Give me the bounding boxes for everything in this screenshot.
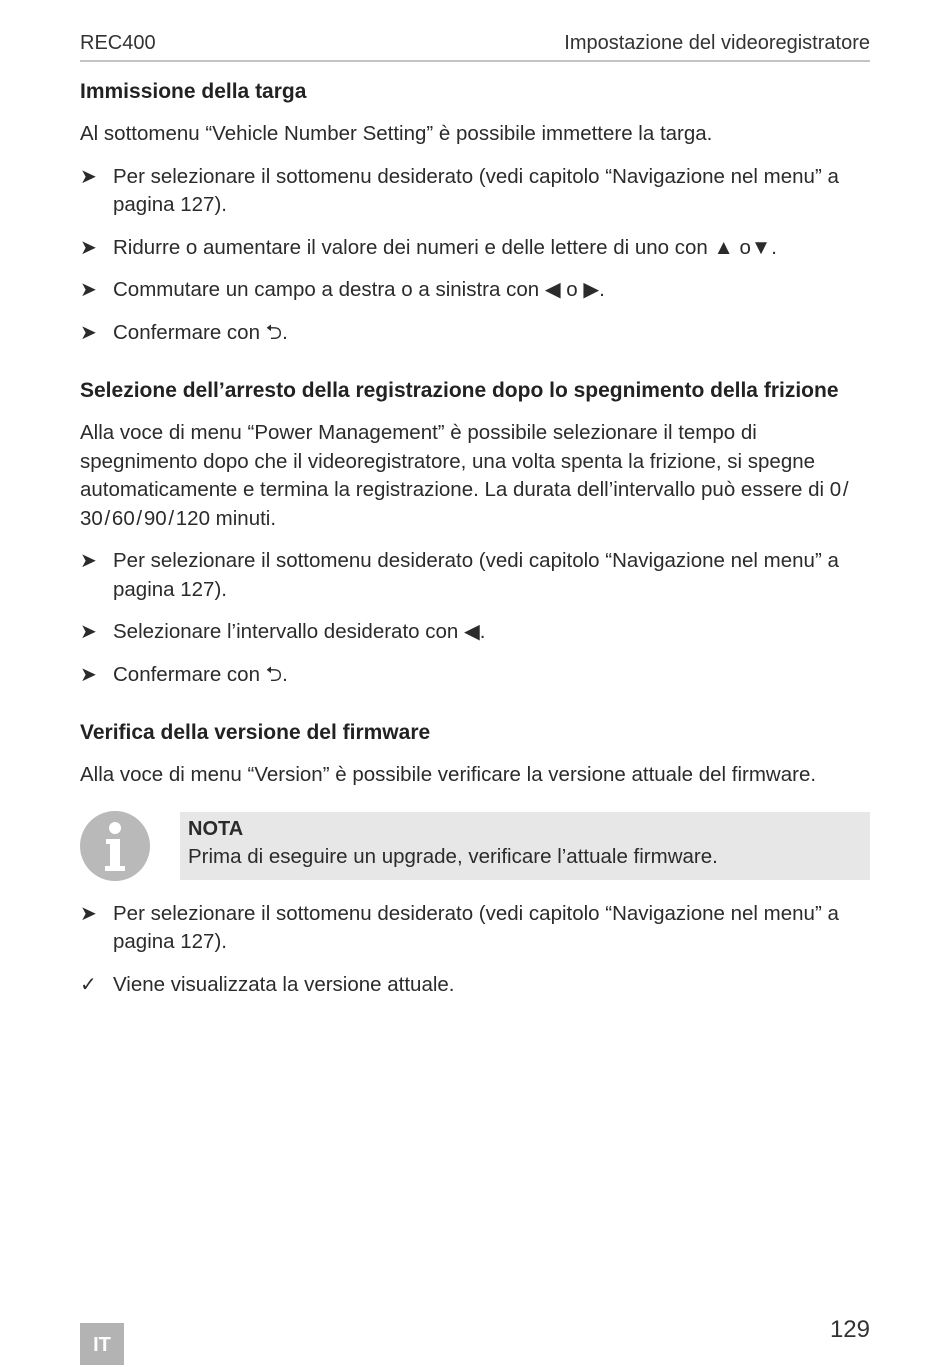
step-item: ➤ Per selezionare il sottomenu desiderato (vedi capitolo “Navigazione nel menu” a pagina 127). — [80, 549, 839, 601]
arrow-bullet-icon: ➤ — [80, 663, 97, 686]
section-title: Impostazione del videoregistratore — [564, 32, 870, 54]
language-tab: IT — [80, 1323, 124, 1365]
section-intro: Alla voce di menu “Version” è possibile verificare la versione attuale del firmware. — [80, 763, 817, 786]
step-item: ➤ Per selezionare il sottomenu desiderato (vedi capitolo “Navigazione nel menu” a pagina 127). — [80, 164, 839, 216]
arrow-bullet-icon: ➤ — [80, 321, 97, 344]
step-item: ➤ Ridurre o aumentare il valore dei numeri e delle lettere di uno con ▲ o▼. — [80, 234, 870, 263]
section-heading-power-management: Selezione dell’arresto della registrazione dopo lo spegnimento della frizione — [80, 379, 839, 402]
note-title: NOTA — [188, 817, 244, 840]
section-heading-firmware: Verifica della versione del firmware — [80, 721, 431, 744]
step-item: ➤ Commutare un campo a destra o a sinistra con ◀ o ▶. — [80, 276, 870, 305]
step-item: ➤ Selezionare l’intervallo desiderato con ◀. — [80, 618, 870, 647]
arrow-bullet-icon: ➤ — [80, 621, 97, 643]
section-intro: Alla voce di menu “Power Management” è possibile selezionare il tempo di spegnimento dopo che il videoregistratore, una volta spenta la frizione, si spegne automaticamente e termina la registrazione. La durata dell’intervallo può essere di 0 / 30 / 60 / 90 / 120 minuti. — [80, 421, 851, 530]
arrow-bullet-icon: ➤ — [80, 165, 97, 188]
arrow-bullet-icon: ➤ — [80, 236, 97, 259]
result-item: ✓ Viene visualizzata la versione attuale. — [80, 971, 870, 1000]
step-item: ➤ Confermare con ⮌. — [80, 319, 870, 348]
step-item: ➤ Confermare con ⮌. — [80, 661, 870, 690]
page-header — [80, 30, 870, 62]
page-number: 129 — [829, 1316, 870, 1343]
step-item: ➤ Per selezionare il sottomenu desiderato (vedi capitolo “Navigazione nel menu” a pagina 127). — [80, 901, 839, 953]
section-heading-license-plate: Immissione della targa — [80, 80, 307, 103]
arrow-bullet-icon: ➤ — [80, 279, 97, 301]
product-name: REC400 — [80, 32, 156, 54]
arrow-bullet-icon: ➤ — [80, 550, 97, 572]
section-intro: Al sottomenu “Vehicle Number Setting” è possibile immettere la targa. — [80, 122, 713, 145]
checkmark-icon: ✓ — [80, 973, 97, 996]
note-text: Prima di eseguire un upgrade, verificare l’attuale firmware. — [188, 844, 718, 868]
info-icon — [80, 811, 150, 881]
note-callout — [80, 812, 870, 882]
note-box — [180, 812, 870, 880]
page-content — [80, 78, 870, 999]
arrow-bullet-icon: ➤ — [80, 902, 97, 925]
